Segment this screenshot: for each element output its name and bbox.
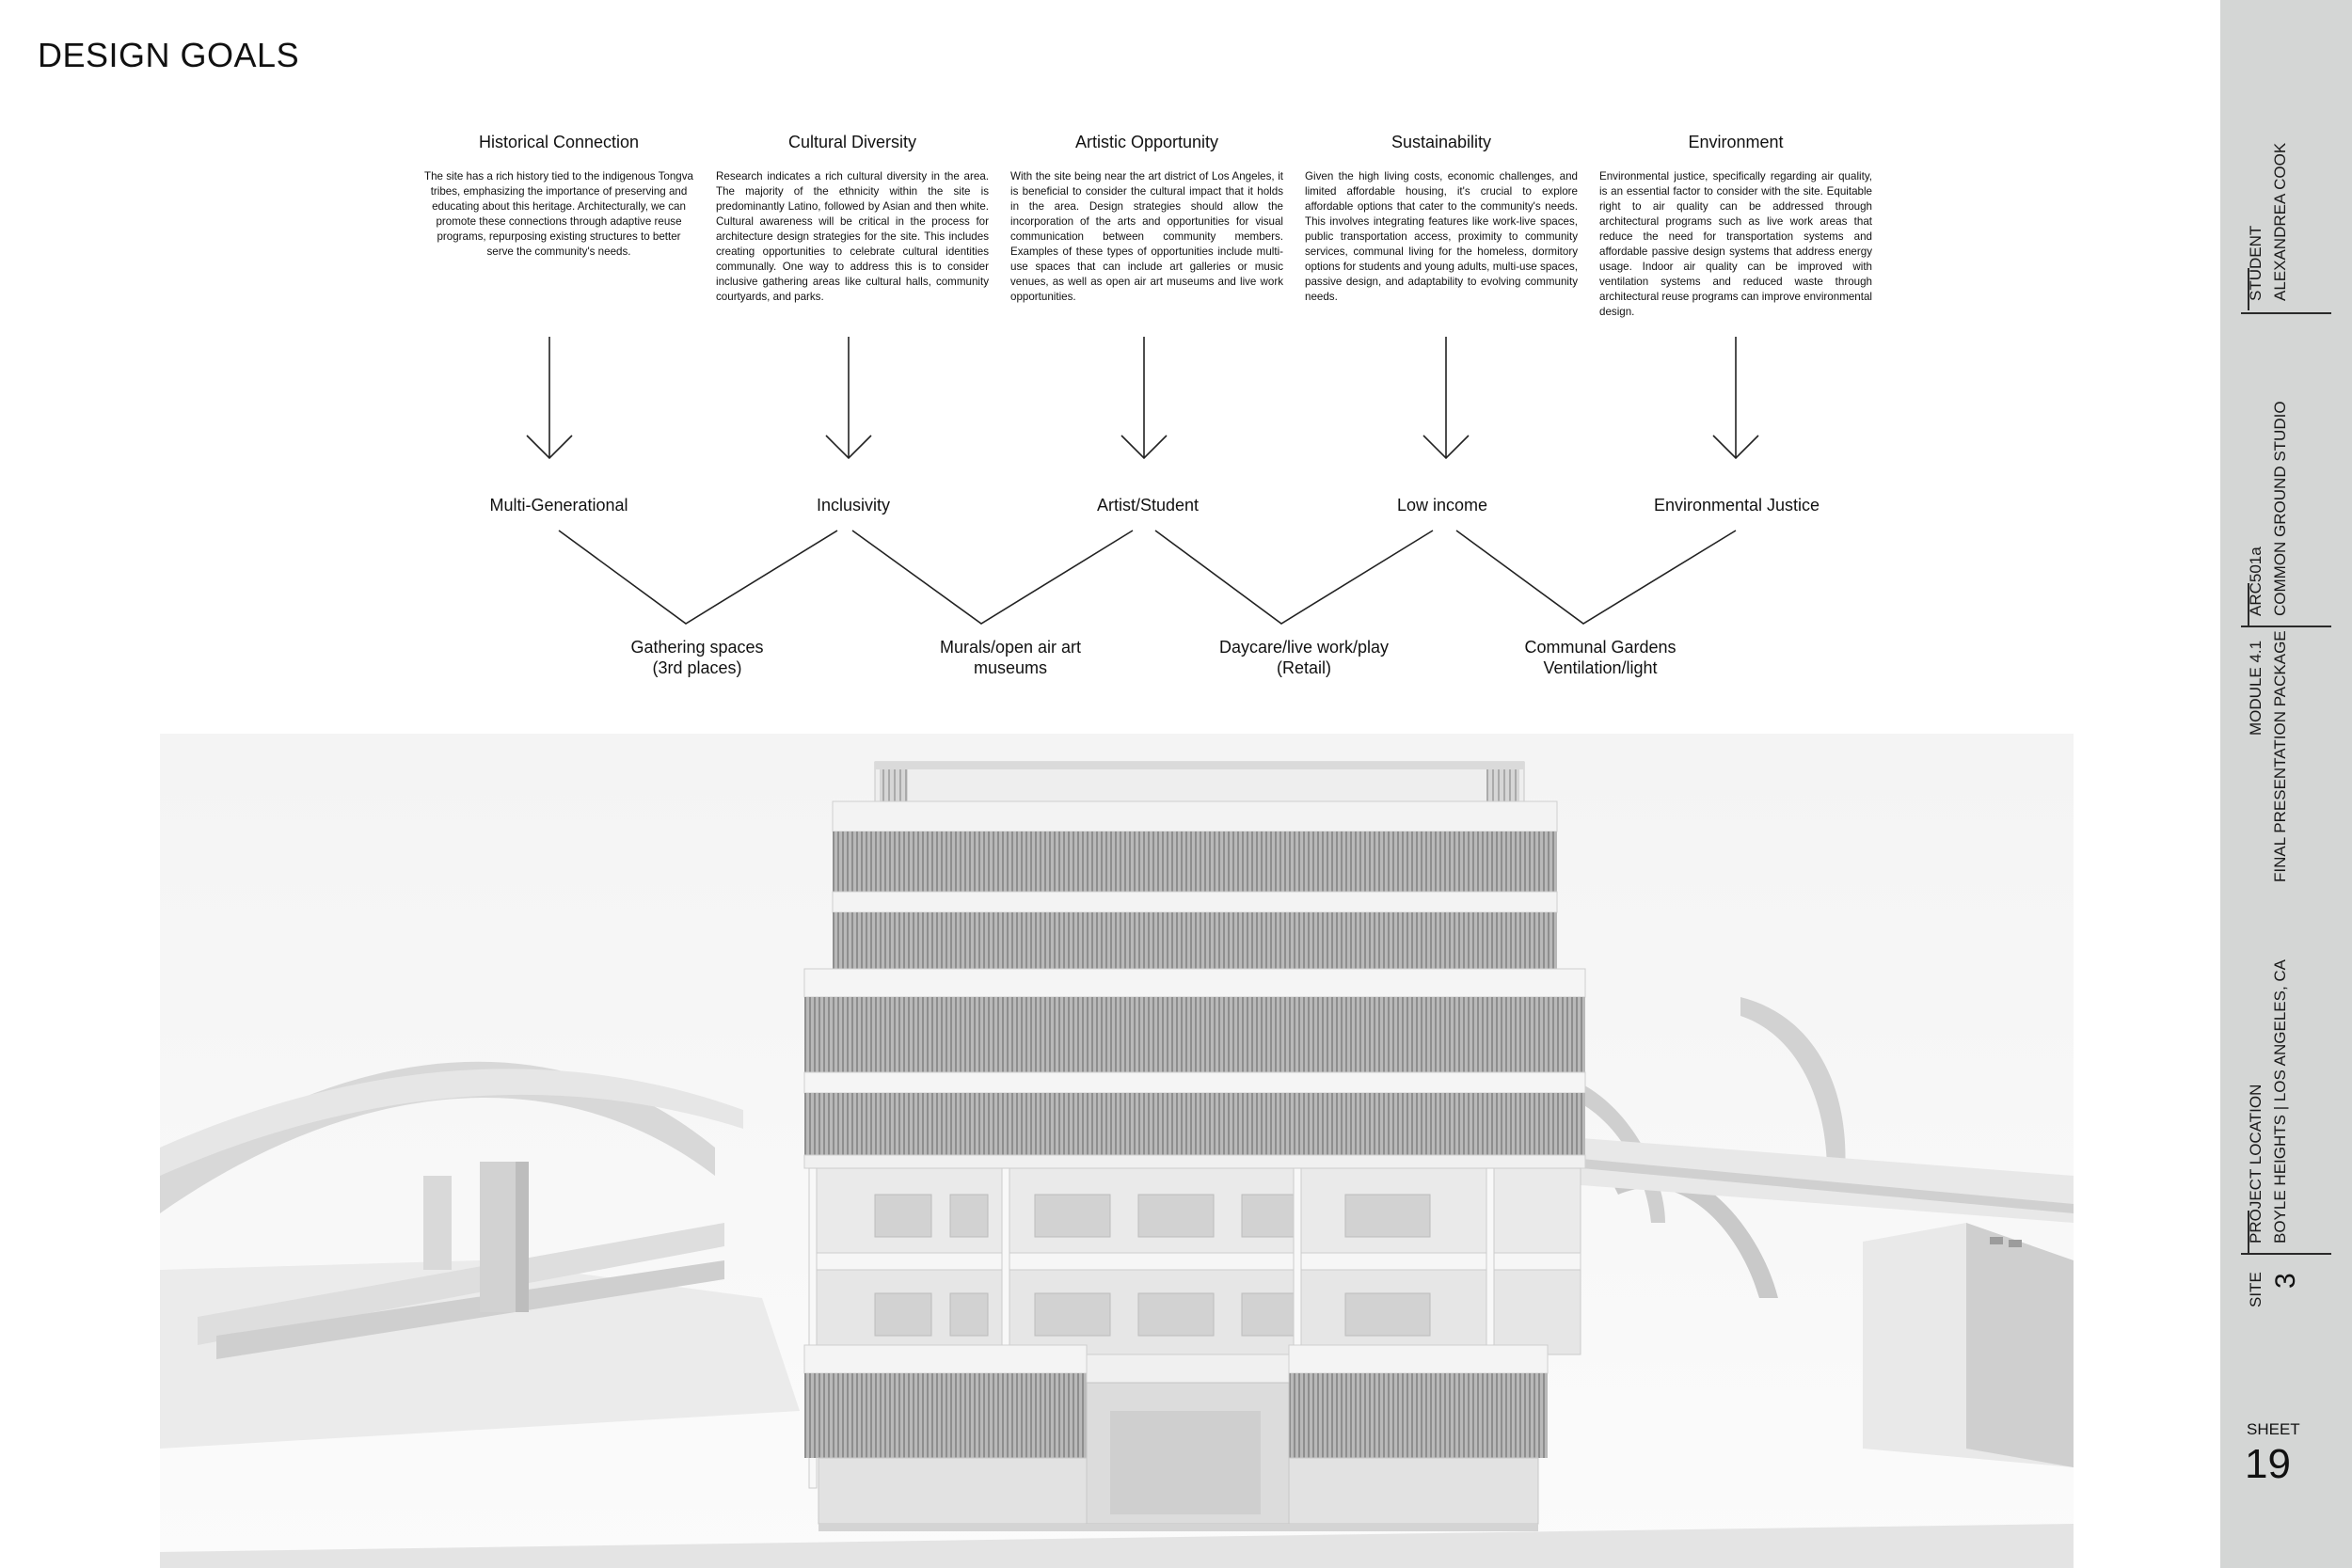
goal-description: With the site being near the art district of Los Angeles, it is beneficial to consider the cultural impact that it holds in the area. Design strategies should allow the incorporation of the arts and opportunities for visual communication between community members. Examples of these types of opportunities include multi-use spaces that can include art galleries or music venues, as well as open air art museums and live work opportunities. — [1010, 170, 1283, 303]
strategy-label — [584, 637, 810, 678]
student-name: ALEXANDREA COOK — [2271, 142, 2289, 301]
outcome-label: Low income — [1396, 496, 1488, 515]
sheet-label: SHEET — [2247, 1420, 2300, 1438]
sidebar-divider — [2241, 312, 2331, 314]
sidebar-divider — [2241, 626, 2331, 627]
location-name: BOYLE HEIGHTS | LOS ANGELES, CA — [2271, 958, 2289, 1243]
connector-line — [1456, 531, 1736, 624]
outcome-label: Multi-Generational — [489, 496, 628, 515]
strategy-line: Daycare/live work/play — [1218, 638, 1390, 657]
site-number: 3 — [2270, 1273, 2301, 1289]
connector-line — [852, 531, 1133, 624]
strategy-line: Murals/open air art — [939, 638, 1082, 657]
goal-description: Given the high living costs, economic challenges, and limited affordable housing, it's crucial to explore affordable options that cater to the community's needs. This involves integrating features like work-live spaces, public transportation access, proximity to community services, communal living for the homeless, dormitory options for students and young adults, multi-use spaces, passive design, and adaptability to evolving community needs. — [1305, 170, 1578, 303]
arrow-down-icon — [527, 337, 572, 458]
outcome-label: Environmental Justice — [1653, 496, 1820, 515]
strategy-label — [1191, 637, 1417, 678]
goal-description: Environmental justice, specifically regarding air quality, is an essential factor to consider with the site. Equitable right to air quality can be addressed through architectural programs such as live work areas that reduce the need for transportation systems and affordable passive design systems that address energy usage. Indoor air quality can be improved with ventilation systems and reduced waste through architectural reuse programs can improve environmental design. — [1599, 170, 1872, 318]
arrow-down-icon — [1713, 337, 1758, 458]
connector-line — [559, 531, 837, 624]
sheet-number: 19 — [2245, 1441, 2291, 1487]
strategy-line: (Retail) — [1276, 658, 1331, 677]
course-code: ARC501a — [2247, 546, 2265, 616]
strategy-line: (3rd places) — [652, 658, 742, 677]
goal-title: Sustainability — [1391, 133, 1492, 151]
goal-title: Artistic Opportunity — [1074, 133, 1219, 151]
course-name: COMMON GROUND STUDIO — [2271, 401, 2289, 616]
arrow-down-icon — [1423, 337, 1469, 458]
strategy-line: Ventilation/light — [1543, 658, 1658, 677]
connector-diagram — [0, 0, 2220, 715]
page-title: DESIGN GOALS — [38, 36, 300, 74]
outcome-label: Inclusivity — [816, 496, 891, 515]
goal-description: Research indicates a rich cultural diversity in the area. The majority of the ethnicity within the site is predominantly Latino, followed by Asian and then white. Cultural awareness will be critical in the process for architecture design strategies for the site. This includes creating opportunities to celebrate cultural identities communally. One way to address this is to consider inclusive gathering areas like cultural halls, community courtyards, and parks. — [716, 170, 989, 303]
site-label: SITE — [2247, 1272, 2265, 1307]
goal-title: Cultural Diversity — [787, 133, 917, 151]
arrow-down-icon — [826, 337, 871, 458]
module-label: MODULE 4.1 — [2247, 640, 2265, 736]
goal-title: Historical Connection — [478, 133, 640, 151]
goal-description: The site has a rich history tied to the indigenous Tongva tribes, emphasizing the importance of preserving and educating about this heritage. Architecturally, we can promote these connections through adaptive reuse programs, repurposing existing structures to better serve the community's needs. — [424, 170, 693, 258]
module-name: FINAL PRESENTATION PACKAGE — [2271, 630, 2289, 882]
arrow-down-icon — [1121, 337, 1167, 458]
sidebar-divider — [2241, 1253, 2331, 1255]
location-label: PROJECT LOCATION — [2247, 1084, 2265, 1243]
strategy-line: Communal Gardens — [1524, 638, 1677, 657]
outcome-label: Artist/Student — [1096, 496, 1200, 515]
goal-title: Environment — [1688, 133, 1784, 151]
student-label: STUDENT — [2247, 225, 2265, 301]
connector-line — [1155, 531, 1433, 624]
strategy-label — [898, 637, 1123, 678]
building-render — [160, 734, 2074, 1568]
strategy-line: museums — [973, 658, 1048, 677]
strategy-label — [1487, 637, 1713, 678]
strategy-line: Gathering spaces — [630, 638, 764, 657]
